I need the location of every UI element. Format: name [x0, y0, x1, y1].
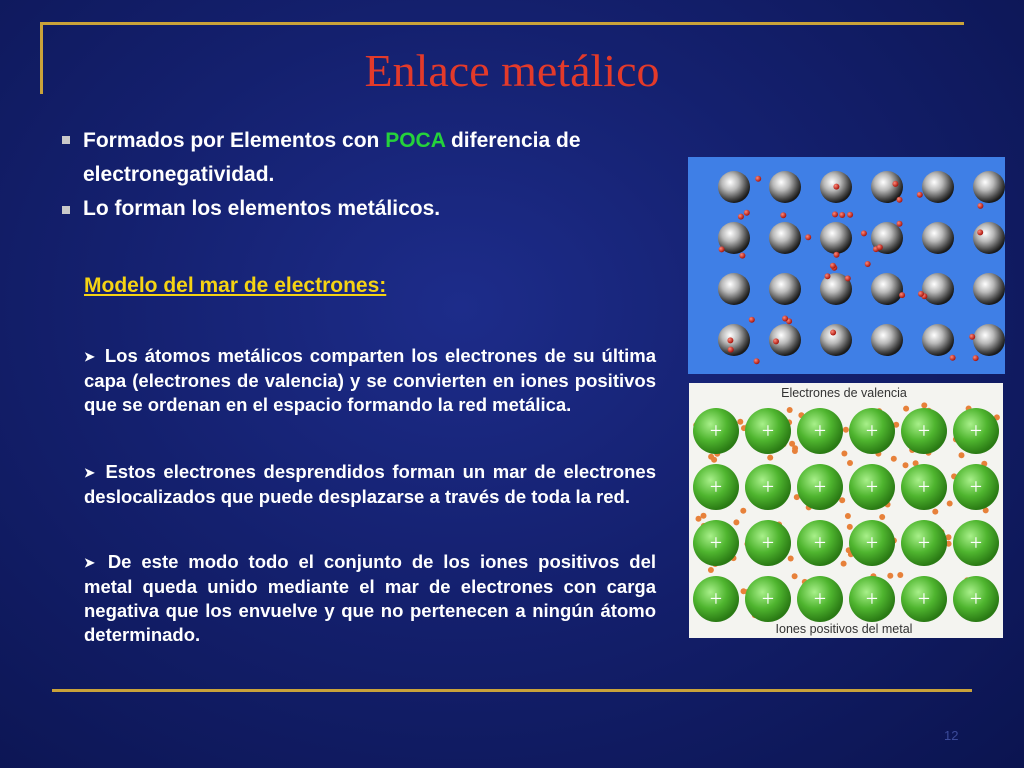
orange-electron	[845, 513, 851, 519]
red-electron	[832, 211, 838, 217]
square-bullet-icon	[62, 136, 70, 144]
orange-electron	[841, 451, 847, 457]
poca-highlight: POCA	[385, 129, 446, 152]
red-electron	[749, 317, 755, 323]
metal-lattice-figure	[688, 157, 1005, 374]
plus-sign-icon: +	[865, 474, 879, 499]
red-electron	[755, 176, 761, 182]
orange-electron	[733, 519, 739, 525]
gray-atom	[769, 171, 801, 203]
red-electron	[739, 253, 745, 259]
orange-electron	[787, 407, 793, 413]
gray-atom	[973, 171, 1005, 203]
red-electron	[897, 221, 903, 227]
orange-electron	[767, 455, 773, 461]
square-bullet-icon	[62, 206, 70, 214]
arrowhead-bullet-icon: ➤	[84, 349, 95, 364]
bullet-item-1: Formados por Elementos con POCA diferencia de electronegatividad.	[62, 124, 662, 192]
orange-electron	[737, 419, 743, 425]
gray-atom	[973, 324, 1005, 356]
gray-atom	[973, 222, 1005, 254]
plus-sign-icon: +	[761, 530, 775, 555]
plus-sign-icon: +	[865, 418, 879, 443]
plus-sign-icon: +	[709, 530, 723, 555]
gray-atom	[718, 273, 750, 305]
plus-sign-icon: +	[761, 586, 775, 611]
model-heading: Modelo del mar de electrones:	[84, 274, 387, 297]
plus-sign-icon: +	[969, 530, 983, 555]
gray-atom	[718, 324, 750, 356]
gray-atom	[922, 273, 954, 305]
orange-electron	[932, 509, 938, 515]
red-electron	[973, 355, 979, 361]
orange-electron	[841, 561, 847, 567]
orange-electron	[847, 524, 853, 530]
sub-bullet-1: ➤ Los átomos metálicos comparten los electrones de su última capa (electrones de valencia) y se convierten en iones positivos que se ordenan en el espacio formando la red metálica.	[84, 345, 656, 415]
plus-sign-icon: +	[969, 586, 983, 611]
frame-line-bottom	[52, 689, 972, 692]
orange-electron	[887, 573, 893, 579]
red-electron	[897, 197, 903, 203]
plus-sign-icon: +	[761, 418, 775, 443]
red-electron	[950, 355, 956, 361]
red-electron	[847, 212, 853, 218]
plus-sign-icon: +	[917, 586, 931, 611]
red-electron	[865, 261, 871, 267]
gray-atom	[922, 222, 954, 254]
orange-electron	[903, 462, 909, 468]
orange-electron	[891, 456, 897, 462]
red-electron	[977, 203, 983, 209]
plus-sign-icon: +	[813, 474, 827, 499]
electron-sea-figure	[689, 383, 1003, 638]
plus-sign-icon: +	[813, 586, 827, 611]
red-electron	[738, 214, 744, 220]
page-number: 12	[944, 728, 959, 743]
plus-sign-icon: +	[865, 530, 879, 555]
plus-sign-icon: +	[709, 474, 723, 499]
red-electron	[969, 334, 975, 340]
plus-sign-icon: +	[709, 418, 723, 443]
red-electron	[834, 252, 840, 258]
orange-electron	[847, 460, 853, 466]
red-electron	[825, 273, 831, 279]
orange-electron	[701, 513, 707, 519]
sub-bullet-2: ➤ Estos electrones desprendidos forman un mar de electrones deslocalizados que puede desplazarse a través de toda la red.	[84, 461, 656, 507]
orange-electron	[708, 454, 714, 460]
red-electron	[977, 229, 983, 235]
orange-electron	[708, 567, 714, 573]
gray-atom	[922, 171, 954, 203]
bullet-item-2: Lo forman los elementos metálicos.	[62, 194, 662, 224]
orange-electron	[792, 445, 798, 451]
arrowhead-bullet-icon: ➤	[84, 465, 95, 480]
orange-electron	[921, 402, 927, 408]
orange-electron	[843, 427, 849, 433]
red-electron	[833, 184, 839, 190]
gray-atom	[769, 222, 801, 254]
orange-electron	[788, 556, 794, 562]
plus-sign-icon: +	[969, 418, 983, 443]
plus-sign-icon: +	[865, 586, 879, 611]
frame-line-top	[40, 22, 964, 25]
orange-electron	[903, 406, 909, 412]
gray-atom	[922, 324, 954, 356]
gray-atom	[871, 273, 903, 305]
gray-atom	[718, 171, 750, 203]
plus-sign-icon: +	[813, 418, 827, 443]
gray-atom	[871, 324, 903, 356]
sub-bullet-3: ➤ De este modo todo el conjunto de los iones positivos del metal queda unido mediante el mar de electrones con carga negativa que los envuelve y que no pertenecen a ningún átomo determinado.	[84, 551, 656, 645]
gray-atom	[769, 273, 801, 305]
plus-sign-icon: +	[969, 474, 983, 499]
red-electron	[839, 212, 845, 218]
plus-sign-icon: +	[761, 474, 775, 499]
gray-atom	[820, 324, 852, 356]
red-electron	[892, 181, 898, 187]
red-electron	[744, 210, 750, 216]
red-electron	[773, 338, 779, 344]
orange-electron	[879, 514, 885, 520]
gray-atom	[973, 273, 1005, 305]
orange-electron	[959, 452, 965, 458]
red-electron	[719, 246, 725, 252]
red-electron	[918, 291, 924, 297]
plus-sign-icon: +	[917, 474, 931, 499]
red-electron	[845, 275, 851, 281]
orange-electron	[897, 572, 903, 578]
gray-atom	[820, 222, 852, 254]
positive-ions-label: Iones positivos del metal	[775, 622, 913, 636]
red-electron	[727, 337, 733, 343]
orange-electron	[740, 508, 746, 514]
red-electron	[877, 244, 883, 250]
red-electron	[728, 347, 734, 353]
red-electron	[805, 234, 811, 240]
red-electron	[830, 330, 836, 336]
orange-electron	[696, 516, 702, 522]
red-electron	[754, 358, 760, 364]
orange-electron	[792, 573, 798, 579]
arrowhead-bullet-icon: ➤	[84, 555, 95, 570]
orange-electron	[741, 588, 747, 594]
valence-electrons-label: Electrones de valencia	[781, 386, 907, 400]
red-electron	[782, 316, 788, 322]
red-electron	[917, 192, 923, 198]
slide-title: Enlace metálico	[364, 45, 660, 96]
red-electron	[899, 292, 905, 298]
plus-sign-icon: +	[813, 530, 827, 555]
plus-sign-icon: +	[709, 586, 723, 611]
orange-electron	[947, 501, 953, 507]
red-electron	[780, 212, 786, 218]
plus-sign-icon: +	[917, 530, 931, 555]
red-electron	[830, 263, 836, 269]
plus-sign-icon: +	[917, 418, 931, 443]
red-electron	[861, 230, 867, 236]
electron-sea-svg	[689, 383, 1003, 638]
